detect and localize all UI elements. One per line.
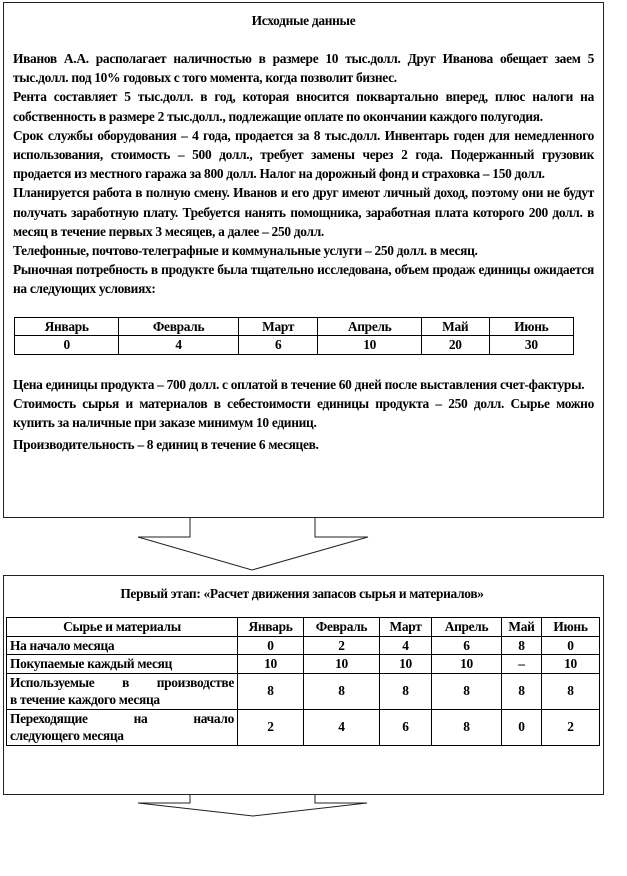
cell: 8 — [238, 673, 304, 709]
row-label — [7, 673, 238, 709]
cell: 8 — [432, 673, 502, 709]
sales-value: 6 — [238, 336, 318, 355]
cell: 8 — [304, 673, 380, 709]
month-header: Июнь — [489, 317, 573, 336]
table-row — [7, 673, 600, 709]
paragraph: Рыночная потребность в продукте была тщательно исследована, объем продаж единицы ожидается на следующих условиях: — [13, 262, 594, 297]
paragraph: Планируется работа в полную смену. Иванов и его друг имеют личный доход, поэтому они не будут получать заработную плату. Требуется нанять помощника, заработная плата которого 200 долл. в месяц в течение первых 3 месяцев, а далее – 250 долл. — [13, 185, 594, 239]
cell: 6 — [380, 709, 432, 745]
column-header: Сырье и материалы — [7, 618, 238, 637]
cell: 8 — [502, 673, 542, 709]
paragraph: Рента составляет 5 тыс.долл. в год, которая вносится поквартально вперед, плюс налоги на собственность в размере 2 тыс.долл., подлежащие оплате по окончании каждого полугодия. — [13, 89, 594, 124]
column-header: Февраль — [304, 618, 380, 637]
cell: 0 — [238, 636, 304, 655]
cell: 8 — [542, 673, 600, 709]
column-header: Январь — [238, 618, 304, 637]
sales-value: 20 — [421, 336, 489, 355]
cell: 10 — [380, 655, 432, 674]
materials-table — [6, 617, 600, 746]
month-header: Февраль — [119, 317, 238, 336]
row-label-line: в течение каждого месяца — [10, 692, 160, 707]
paragraph: Цена единицы продукта – 700 долл. с оплатой в течение 60 дней после выставления счет-фактуры. — [13, 376, 585, 392]
stage1-section — [3, 575, 604, 795]
cell: – — [502, 655, 542, 674]
row-label-line: Переходящие на начало — [10, 710, 234, 726]
paragraph: Иванов А.А. располагает наличностью в размере 10 тыс.долл. Друг Иванова обещает заем 5 тыс.долл. под 10% годовых с того момента, когда позволит бизнес. — [13, 51, 594, 86]
row-label — [7, 709, 238, 745]
paragraph: Срок службы оборудования – 4 года, продается за 8 тыс.долл. Инвентарь годен для немедленного использования, стоимость – 500 долл., требует замены через 2 года. Подержанный грузовик продается из местного гаража за 800 долл. Налог на дорожный фонд и страховка – 150 долл. — [13, 127, 594, 182]
month-header: Май — [421, 317, 489, 336]
cell: 0 — [542, 636, 600, 655]
table-header-row — [7, 618, 600, 637]
cell: 10 — [542, 655, 600, 674]
cell: 2 — [238, 709, 304, 745]
input-data-section — [3, 2, 604, 518]
paragraph: Телефонные, почтово-телеграфные и коммунальные услуги – 250 долл. в месяц. — [13, 243, 478, 259]
row-label-line: Используемые в производстве — [10, 674, 234, 690]
cell: 8 — [502, 636, 542, 655]
table-row — [7, 655, 600, 674]
paragraph: Производительность – 8 единиц в течение 6 месяцев. — [13, 437, 319, 453]
sales-table — [14, 317, 574, 355]
month-header: Январь — [15, 317, 119, 336]
table-row — [15, 336, 574, 355]
cell: 8 — [432, 709, 502, 745]
column-header: Май — [502, 618, 542, 637]
column-header: Июнь — [542, 618, 600, 637]
arrow-down-1 — [138, 518, 368, 570]
sales-value: 30 — [489, 336, 573, 355]
table-row — [7, 636, 600, 655]
cell: 4 — [380, 636, 432, 655]
cell: 2 — [304, 636, 380, 655]
arrow-down-2 — [138, 795, 367, 816]
cell: 10 — [238, 655, 304, 674]
paragraph: Стоимость сырья и материалов в себестоимости единицы продукта – 250 долл. Сырье можно купить за наличные при заказе минимум 10 единиц. — [13, 395, 594, 431]
month-header: Март — [238, 317, 318, 336]
sales-value: 0 — [15, 336, 119, 355]
sales-value: 10 — [318, 336, 421, 355]
section-title: Исходные данные — [251, 13, 356, 28]
cell: 4 — [304, 709, 380, 745]
row-label-line: следующего месяца — [10, 728, 124, 743]
cell: 2 — [542, 709, 600, 745]
month-header: Апрель — [318, 317, 421, 336]
row-label: На начало месяца — [7, 636, 238, 655]
column-header: Апрель — [432, 618, 502, 637]
sales-value: 4 — [119, 336, 238, 355]
table-row — [7, 709, 600, 745]
table-header-row — [15, 317, 574, 336]
cell: 10 — [304, 655, 380, 674]
cell: 8 — [380, 673, 432, 709]
column-header: Март — [380, 618, 432, 637]
section-title: Первый этап: «Расчет движения запасов сырья и материалов» — [120, 586, 484, 601]
row-label: Покупаемые каждый месяц — [7, 655, 238, 674]
cell: 10 — [432, 655, 502, 674]
cell: 6 — [432, 636, 502, 655]
cell: 0 — [502, 709, 542, 745]
